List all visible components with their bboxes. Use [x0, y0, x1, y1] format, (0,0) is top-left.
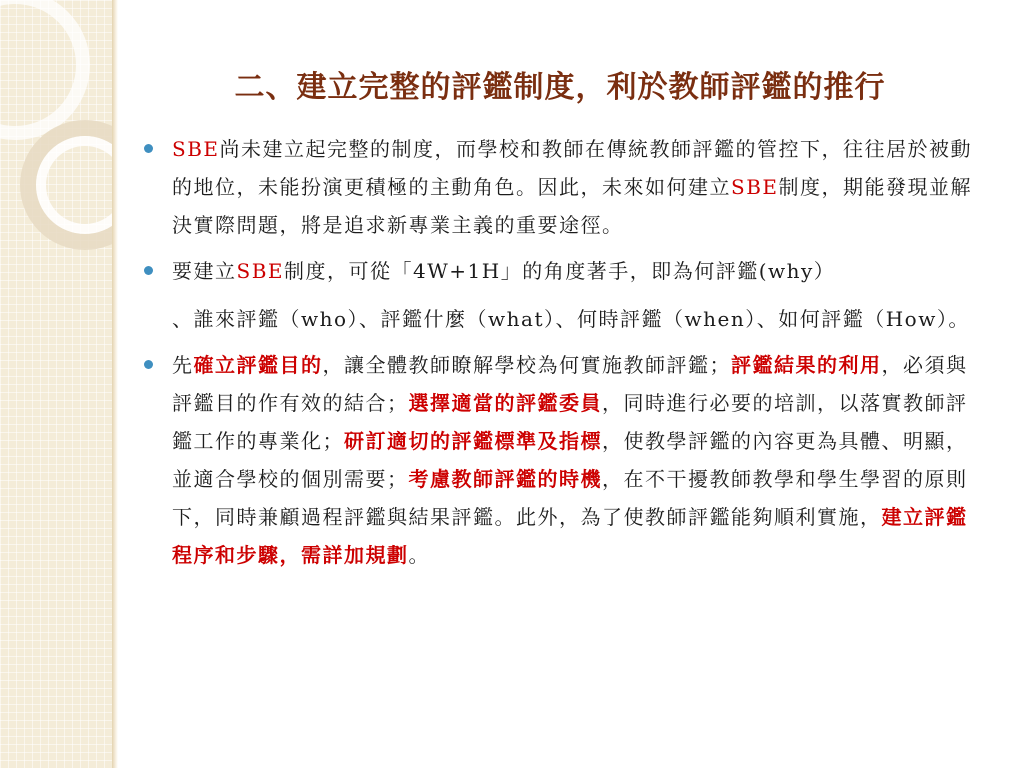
- bullet-text: ，在不干擾教師教學和學生學習的原則下，同時兼顧過程評鑑與結果評鑑。此外，為了使教師評鑑能夠順利實施，: [172, 467, 968, 529]
- decorative-side-panel: [0, 0, 112, 768]
- bullet-item-1: [140, 130, 980, 244]
- highlight-phrase: 確立評鑑目的: [193, 353, 323, 377]
- bullet-text: 制度，可從「4W+1H」的角度著手，即為何評鑑(why）: [284, 259, 836, 283]
- bullet-item-3: [140, 346, 980, 574]
- bullet-dot-icon: [144, 360, 153, 369]
- bullet-text: 尚未建立起完整的制度，而學校和教師在傳統教師評鑑的管控下，往往居於被動的地位，未能扮演更積極的主動角色。因此，未來如何建立: [172, 137, 972, 199]
- sbe-term: SBE: [731, 175, 779, 199]
- bullet-text: 要建立: [172, 259, 237, 283]
- bullet-list: [140, 130, 980, 582]
- highlight-phrase: 研訂適切的評鑑標準及指標: [344, 429, 602, 453]
- bullet-text: ，使教學評鑑的內容更為具體、明顯，並適合學校的個別需要；: [172, 429, 968, 491]
- bullet-text: ，同時進行必要的培訓，以落實教師評鑑工作的專業化；: [172, 391, 968, 453]
- decorative-ring: [0, 0, 90, 140]
- highlight-phrase: 建立評鑑程序和步驟，需詳加規劃: [172, 505, 968, 567]
- bullet-item-2: [140, 252, 980, 338]
- side-panel-edge: [112, 0, 118, 768]
- bullet-text: 、誰來評鑑（who）、評鑑什麼（what）、何時評鑑（when）、如何評鑑（How）。: [172, 307, 970, 331]
- bullet-text: ，讓全體教師瞭解學校為何實施教師評鑑；: [322, 353, 731, 377]
- bullet-text: 先: [172, 353, 194, 377]
- sbe-term: SBE: [236, 259, 284, 283]
- highlight-phrase: 選擇適當的評鑑委員: [408, 391, 602, 415]
- bullet-dot-icon: [144, 144, 153, 153]
- highlight-phrase: 考慮教師評鑑的時機: [408, 467, 602, 491]
- slide-title: 二、建立完整的評鑑制度，利於教師評鑑的推行: [234, 70, 886, 105]
- highlight-phrase: 評鑑結果的利用: [731, 353, 882, 377]
- sbe-term: SBE: [172, 137, 220, 161]
- bullet-text: 。: [408, 543, 430, 567]
- bullet-text: ，必須與評鑑目的作有效的結合；: [172, 353, 968, 415]
- bullet-dot-icon: [144, 266, 153, 275]
- bullet-text: 制度，期能發現並解決實際問題，將是追求新專業主義的重要途徑。: [172, 175, 972, 237]
